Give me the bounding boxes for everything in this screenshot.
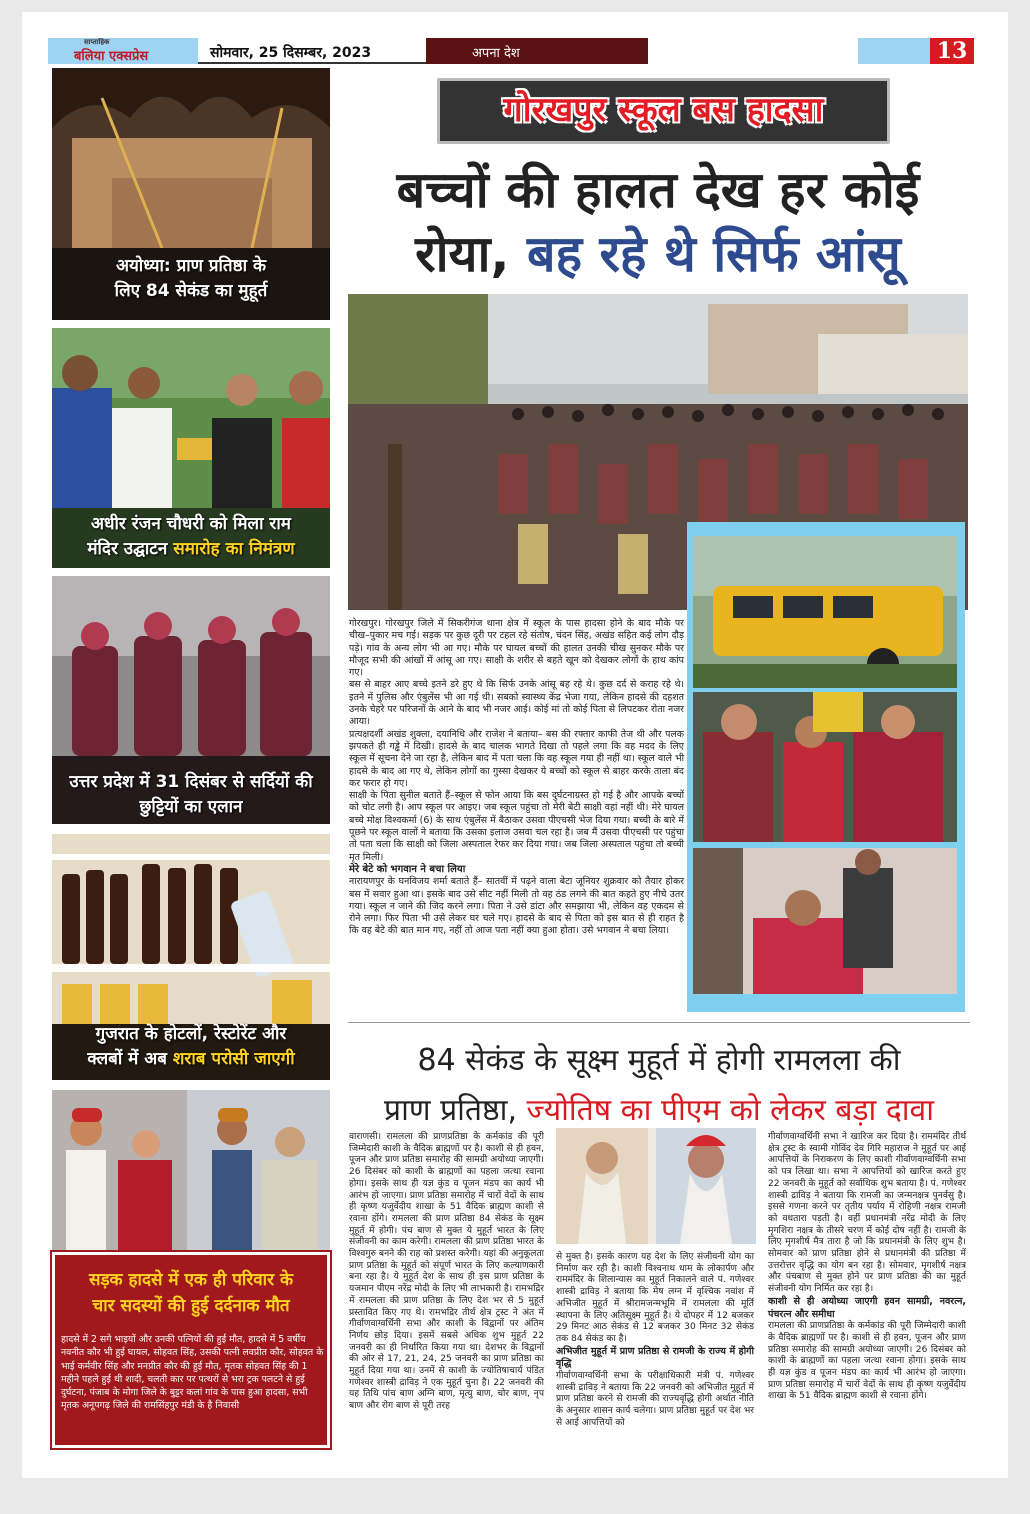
story-card-adhir-ranjan[interactable] [52, 328, 330, 568]
lead-subhead: मेरे बेटे को भगवान ने बचा लिया [349, 863, 466, 875]
section-name: अपना देश [426, 38, 648, 64]
logo-tagline: साप्ताहिक [84, 38, 110, 46]
mother-in-hospital-photo [693, 848, 957, 994]
ramlala-column-1: वाराणसी। रामलला की प्राणप्रतिष्ठा के कर्मकांड की पूरी जिम्मेदारी काशी के वैदिक ब्राह्मणों पर है। काशी से ही हवन, पूजन और प्राण प्रतिष्ठा समारोह की सामग्री अयोध्या जाएगी। 26 दिसंबर को काशी के ब्राह्मणों का पहला जत्था रवाना होगा। इसके साथ ही यज्ञ कुंड व पूजन मंडप का कार्य भी आरंभ हो जाएगा। प्राण प्रतिष्ठा समारोह में चारों वेदों के साथ ही कृष्ण यजुर्वेदीय शाखा के 51 वैदिक ब्राह्मण काशी से रवाना होंगे। रामलला की प्राण प्रतिष्ठा 84 सेकंड के सूक्ष्म मुहूर्त में होगी। पंच बाण से मुक्त ये मुहूर्त भारत के लिए संजीवनी का काम करेगी। रामलला की प्राण प्रतिष्ठा भारत के विश्वगुरु बनने की राह को प्रशस्त करेगी। यहां की अनुकूलता प्राण प्रतिष्ठा के मुहूर्त को संपूर्ण भारत के लिए कल्याणकारी बना रहा है। ये मुहूर्त देश के साथ ही इस प्राण प्रतिष्ठा के यजमान पीएम नरेंद्र मोदी के लिए भी लाभकारी है। रामभद्रिर में रामलला की प्राण प्रतिष्ठा के लिए देश भर से 5 मुहूर्त प्रस्तावित किए गए थे। रामभद्रिर तीर्थ क्षेत्र ट्रस्ट ने अंत में गीर्वाणवाग्वर्धिनी सभा और काशी के विद्वानों पर अंतिम निर्णय छोड़ दिया। इसमें सबसे अधिक शुभ मुहूर्त 22 जनवरी का ही निर्धारित किया गया था। देशभर के विद्वानों की ओर से 17, 21, 24, 25 जनवरी का प्राण प्रतिष्ठा का मुहूर्त दिया गया था। उनमें से काशी के ज्योतिषाचार्य पंडित गणेश्वर शास्त्री द्राविड़ ने एक मुहूर्त चुना है। 22 जनवरी की यह तिथि पांच बाण अग्नि बाण, मृत्यु बाण, चोर बाण, नृप बाण और रोग बाण से पूरी तरह [349, 1132, 544, 1412]
story-card-ayodhya[interactable] [52, 68, 330, 320]
publication-logo [48, 38, 198, 64]
card-caption: गुजरात के होटलों, रेस्टोरेंट और क्लबों में अब शराब परोसी जाएगी [87, 1024, 295, 1069]
family-wedding-photo [52, 1090, 330, 1250]
header-band-blue [858, 38, 930, 64]
divider [348, 1022, 970, 1023]
road-accident-title: सड़क हादसे में एक ही परिवार के चार सदस्यों की हुई दर्दनाक मौत [88, 1270, 294, 1316]
logo-text: बलिया एक्सप्रेस [74, 49, 149, 64]
issue-date: सोमवार, 25 दिसम्बर, 2023 [210, 45, 372, 61]
card-caption: अयोध्या: प्राण प्रतिष्ठा के लिए 84 सेकंड का मुहूर्त [114, 256, 268, 301]
card-caption: अधीर रंजन चौधरी को मिला राम मंदिर उद्घाटन समारोह का निमंत्रण [87, 514, 295, 559]
lead-headline: बच्चों की हालत देख हर कोई रोया, बह रहे थे सिर्फ आंसू [396, 161, 920, 283]
lead-story-body: गोरखपुर। गोरखपुर जिले में सिकरीगंज थाना क्षेत्र में स्कूल के पास हादसा होने के बाद मौके पर चीख–पुकार मच गई। सड़क पर कुछ दूरी पर टहल रहे संतोष, चंदन सिंह, अखंड सहित कई लोग दौड़ पड़े। गांव के अन्य लोग भी आ गए। मौके पर घायल बच्चों की हालत उनकी चीख सुनकर मौके पर मौजूद सभी की आंखों में आंसू आ गए। साक्षी के शरीर से बहते खून को देखकर लोगों के हाथ कांप गए। बस से बाहर आए बच्चे इतने डरे हुए थे कि सिर्फ उनके आंसू बह रहे थे। कुछ दर्द से कराह रहे थे। इतने में पुलिस और एंबुलेंस भी आ गई थी। सबको स्वास्थ्य केंद्र भेजा गया, लेकिन हादसे की दहशत उनके चेहरे पर परिजनों के आने के बाद भी नजर आई। कोई मां तो कोई पिता से लिपटकर रोता नजर आया। प्रत्यक्षदर्शी अखंड शुक्ला, दयानिधि और राजेश ने बताया– बस की रफ्तार काफी तेज थी और पलक झपकते ही गड्ढे में दिखी। हादसे के बाद चालक भागते दिखा तो पहले लगा कि वह मदद के लिए स्कूल में सूचना देने जा रहा है, लेकिन बाद में पता चला कि वह स्कूल गया ही नहीं था। स्कूल वाले भी हादसे के बाद आ गए थे, लेकिन लोगों का गुस्सा देखकर ये बच्चों को स्कूल से बाहर करके ताला बंद कर फरार हो गए। साक्षी के पिता सुनील बताते हैं–स्कूल से फोन आया कि बस दुर्घटनाग्रस्त हो गई है और आपके बच्चों को चोट लगी है। आप स्कूल पर आइए। जब स्कूल पहुंचा तो मेरी बेटी साक्षी वहां नहीं थी। मेरे घायल बच्चे मोक्ष विश्वकर्मा (6) के साथ एंबुलेंस में बैठाकर उसवा पीएचसी भेज दिया गया। बच्ची के बारे में पूछने पर स्कूल वालों ने बताया कि उसका इलाज उसवा चल रहा है। जब मैं उसवा पीएचसी पर पहुंचा तो पता चला कि साक्षी को जिला अस्पताल रेफर कर दिया गया। जब जिला अस्पताल पहुंचा तो बच्ची मृत मिली। मेरे बेटे को भगवान ने बचा लिया नारायणपुर के घनविजय शर्मा बताते हैं– सातवीं में पढ़ने वाला बेटा जूनियर शुक्रवार को तैयार होकर बस में सवार हुआ था। इसके बाद उसे सीट नहीं मिली तो वह ठंड लगने की बात कहते हुए नीचे उतर गया। स्कूल न जाने की जिद करने लगा। पिता ने उसे डांटा और समझाया भी, लेकिन वह एकदम से रोने लगा। फिर पिता भी उसे लेकर घर चले गए। हादसे के बाद से पिता को इस बात से ही राहत है कि वह बेटे की बात मान गए, नहीं तो आज पता नहीं क्या हुआ होता। उसे भगवान ने बचा लिया। [349, 618, 684, 937]
overturned-bus-photo [693, 536, 957, 688]
lead-story-kicker: गोरखपुर स्कूल बस हादसा [437, 78, 890, 144]
page-number: 13 [930, 38, 974, 64]
grieving-women-photo [693, 692, 957, 842]
story-card-gujarat-liquor[interactable] [52, 834, 330, 1080]
viewer-bottom-margin [0, 1490, 1030, 1514]
story-card-winter-holidays[interactable] [52, 576, 330, 824]
accident-family-photo-card [52, 1090, 330, 1250]
accident-photo-strip [687, 522, 965, 1012]
road-accident-body: हादसे में 2 सगे भाइयों और उनकी पत्नियों की हुई मौत, हादसे में 5 वर्षीय नवनीत कौर भी हुई घायल, सोहवत सिंह, उसकी पत्नी लवप्रीत कौर, सोहवत के भाई कर्मवीर सिंह और मनप्रीत कौर की हुई मौत, मृतक सोहवत सिंह की 1 महीने पहले हुई थी शादी, चलती कार पर पत्थरों से भरा ट्रक पलटने से हुई दुर्घटना, पंजाब के मोगा जिले के बुट्टर कलां गांव के पास हुआ हादसा, सभी मृतक अनूपगढ़ जिले की रामसिंहपुर मंडी के है निवासी [61, 1334, 324, 1412]
ramlala-headline: 84 सेकंड के सूक्ष्म मुहूर्त में होगी रामलला की प्राण प्रतिष्ठा, ज्योतिष का पीएम को लेकर बड़ा दावा [384, 1043, 934, 1128]
masthead-bar [48, 38, 974, 64]
astrologers-photo [556, 1128, 756, 1244]
ramlala-column-2: से मुक्त है। इसके कारण यह देश के लिए संजीवनी योग का निर्माण कर रही है। काशी विश्वनाथ धाम के लोकार्पण और राममंदिर के शिलान्यास का मुहूर्त निकालने वाले पं. गणेश्वर शास्त्री द्राविड़ ने बताया कि मेष लग्न में वृश्चिक नवांश में अभिजीत मुहूर्त में श्रीरामजन्मभूमि में रामलला की मूर्ति स्थापना के लिए अतिसूक्ष्म मुहूर्त है। ये दोपहर में 12 बजकर 29 मिनट आठ सेकंड से 12 बजकर 30 मिनट 32 सेकंड तक 84 सेकंड का है। अभिजीत मुहूर्त में प्राण प्रतिष्ठा से रामजी के राज्य में होगी वृद्धि गीर्वाणवाग्वर्धिनी सभा के परीक्षाधिकारी मंत्री पं. गणेश्वर शास्त्री द्राविड़ ने बताया कि 22 जनवरी को अभिजीत मुहूर्त में प्राण प्रतिष्ठा करने से रामजी की राज्यवृद्धि होगी अर्थात नीति के अनुसार शासन कार्य चलेगा। प्राण प्रतिष्ठा मुहूर्त पर देश भर से आई आपत्तियों को [556, 1252, 754, 1428]
card-caption: उत्तर प्रदेश में 31 दिसंबर से सर्दियों की छुट्टियों का एलान [69, 772, 313, 817]
road-accident-story[interactable] [52, 1252, 330, 1448]
ramlala-column-3: गीर्वाणवाग्वर्धिनी सभा ने खारिज कर दिया है। राममंदिर तीर्थ क्षेत्र ट्रस्ट के स्वामी गोविंद देव गिरि महाराज ने मुहूर्त पर आई आपत्तियों के निराकरण के लिए काशी गीर्वाणवाग्वर्धिनी सभा को पत्र लिखा था। सभा ने आपत्तियों को खारिज करते हुए 22 जनवरी के मुहूर्त को सर्वाधिक शुभ बताया है। पं. गणेश्वर शास्त्री द्राविड़ ने बताया कि रामजी का जन्मनक्षत्र पुनर्वसु है। इससे गणना करने पर तृतीय पर्याय में रोहिणी नक्षत्र रामजी को वधतारा पड़ती है। वहीं प्रधानमंत्री नरेंद्र मोदी के लिए मृगशिरा नक्षत्र के तीसरे चरण में कोई दोष नहीं है। रामजी के लिए मृगशीर्ष मैत्र तारा है जो कि प्रधानमंत्री के लिए शुभ है। सोमवार को प्राण प्रतिष्ठा होने से प्रधानमंत्री की प्रतिष्ठा में उत्तरोत्तर वृद्धि का योग बन रहा है। सोमवार, मृगशीर्ष नक्षत्र और पंचबाण से मुक्त होने पर प्राण प्रतिष्ठा की का मुहूर्त संजीवनी योग निर्मित कर रहा है। काशी से ही अयोध्या जाएगी हवन सामग्री, नवरत्न, पंचरत्न और समीधा रामलला की प्राणप्रतिष्ठा के कर्मकांड की पूरी जिम्मेदारी काशी के वैदिक ब्राह्मणों पर है। काशी से ही हवन, पूजन और प्राण प्रतिष्ठा समारोह की सामग्री अयोध्या जाएगी। 26 दिसंबर को काशी के ब्राह्मणों का पहला जत्था रवाना होगा। इसके साथ ही यज्ञ कुंड व पूजन मंडप का कार्य भी आरंभ हो जाएगा। प्राण प्रतिष्ठा समारोह में चारों वेदों के साथ ही कृष्ण यजुर्वेदीय शाखा के 51 वैदिक ब्राह्मण काशी से रवाना होंगे। [768, 1132, 966, 1402]
